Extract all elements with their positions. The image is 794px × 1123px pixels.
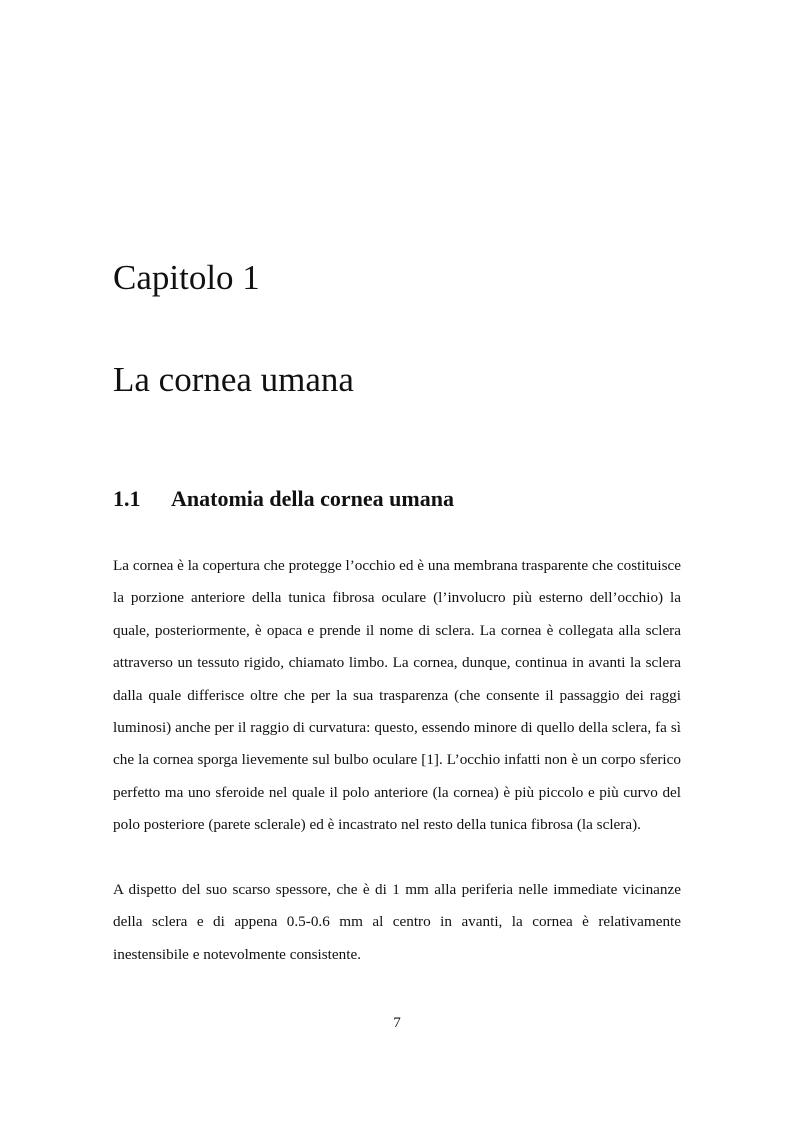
- chapter-title: La cornea umana: [113, 360, 354, 399]
- chapter-label: Capitolo 1: [113, 258, 260, 297]
- paragraph: La cornea è la copertura che protegge l’occhio ed è una membrana trasparente che costituisce la porzione anteriore della tunica fibrosa oculare (l’involucro più esterno dell’occhio) la quale, posteriormente, è opaca e prende il nome di sclera. La cornea è collegata alla sclera attraverso un tessuto rigido, chiamato limbo. La cornea, dunque, continua in avanti la sclera dalla quale differisce oltre che per la sua trasparenza (che consente il passaggio dei raggi luminosi) anche per il raggio di curvatura: questo, essendo minore di quello della sclera, fa sì che la cornea sporga lievemente sul bulbo oculare [1]. L’occhio infatti non è un corpo sferico perfetto ma uno sferoide nel quale il polo anteriore (la cornea) è più piccolo e più curvo del polo posteriore (parete sclerale) ed è incastrato nel resto della tunica fibrosa (la sclera).: [113, 557, 681, 834]
- paragraph: A dispetto del suo scarso spessore, che è di 1 mm alla periferia nelle immediate vicinanze della sclera e di appena 0.5-0.6 mm al centro in avanti, la cornea è relativamente inestensibile e notevolmente consistente.: [113, 881, 681, 963]
- section-title: Anatomia della cornea umana: [171, 486, 454, 511]
- section-heading: [113, 485, 454, 513]
- section-number: 1.1: [113, 486, 141, 511]
- page-number: 7: [393, 1014, 401, 1031]
